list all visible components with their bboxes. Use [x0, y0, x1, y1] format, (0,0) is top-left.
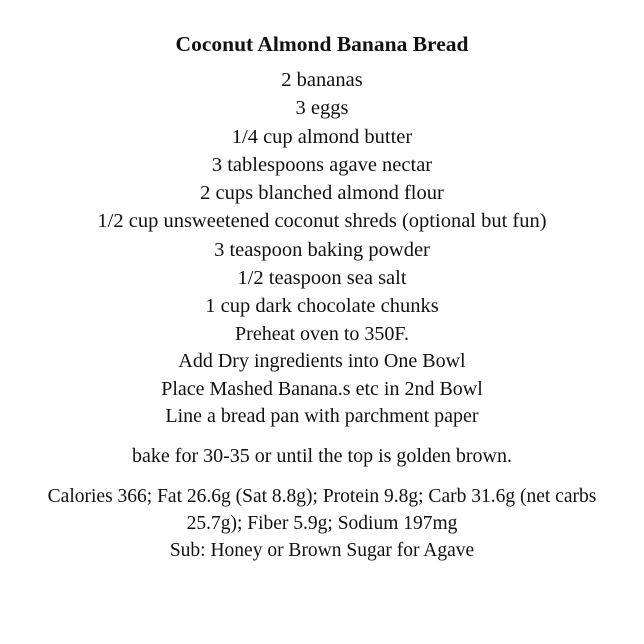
recipe-content — [12, 12, 632, 564]
list-item: 2 bananas — [281, 69, 363, 92]
list-item: 2 cups blanched almond flour — [200, 182, 444, 205]
list-item: 3 teaspoon baking powder — [214, 238, 430, 261]
list-item: 3 eggs — [295, 97, 349, 120]
nutrition-facts: Calories 366; Fat 26.6g (Sat 8.8g); Protein 9.8g; Carb 31.6g (net carbs 25.7g); Fiber 5.9g; Sodium 197mg — [47, 485, 597, 534]
list-item: 1/2 teaspoon sea salt — [237, 266, 407, 289]
list-item: Add Dry ingredients into One Bowl — [178, 350, 466, 373]
recipe-card — [12, 12, 632, 632]
steps-list — [12, 321, 632, 431]
list-item: Preheat oven to 350F. — [235, 322, 409, 345]
list-item: 1/2 cup unsweetened coconut shreds (optional but fun) — [97, 210, 547, 233]
substitution-note: Sub: Honey or Brown Sugar for Agave — [169, 540, 475, 562]
page-title: Coconut Almond Banana Bread — [175, 32, 469, 56]
list-item: 1 cup dark chocolate chunks — [205, 295, 439, 318]
list-item: 3 tablespoons agave nectar — [211, 153, 433, 176]
list-item: Line a bread pan with parchment paper — [165, 405, 479, 428]
list-item: 1/4 cup almond butter — [231, 125, 413, 148]
bake-instruction: bake for 30-35 or until the top is golden brown. — [132, 444, 512, 467]
list-item: Place Mashed Banana.s etc in 2nd Bowl — [161, 377, 483, 400]
ingredients-list — [12, 66, 632, 321]
